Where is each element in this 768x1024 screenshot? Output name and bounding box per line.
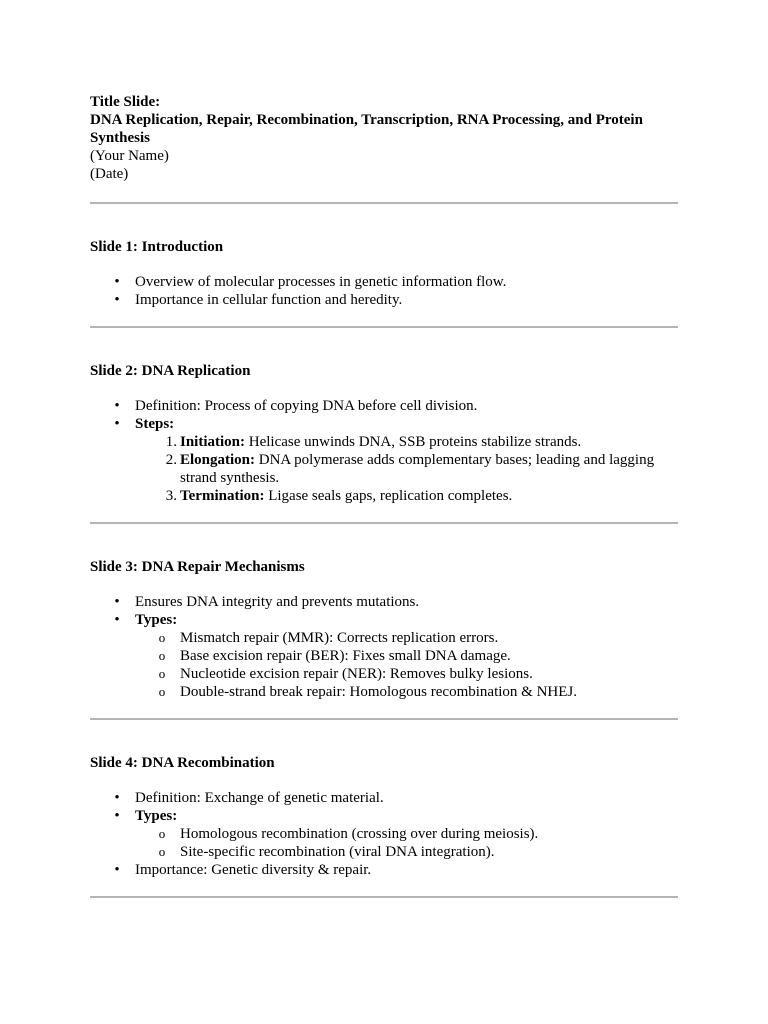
slide-1-title: Slide 1: Introduction	[90, 239, 224, 255]
list-item: o Nucleotide excision repair (NER): Removes bulky lesions.	[158, 666, 533, 682]
steps-list	[135, 433, 678, 505]
sub-bullet-icon: o	[158, 826, 166, 841]
bullet-icon: •	[114, 808, 120, 824]
bullet-icon: •	[114, 612, 120, 628]
slide-2-section	[90, 362, 678, 505]
list-item: • Definition: Process of copying DNA before cell division.	[90, 397, 678, 415]
document-date: (Date)	[90, 166, 129, 182]
divider-2	[90, 326, 678, 328]
bullet-icon: •	[114, 862, 120, 878]
list-item: o Double-strand break repair: Homologous recombination & NHEJ.	[158, 684, 577, 700]
slide-4-section	[90, 754, 678, 879]
slide-3-section	[90, 558, 678, 701]
list-item	[90, 611, 678, 701]
list-item: o Homologous recombination (crossing over during meiosis).	[158, 826, 539, 842]
types-label: Types:	[135, 808, 178, 824]
slide-1-bullets	[90, 273, 678, 309]
slide-2-bullets	[90, 397, 678, 505]
slide-4-title: Slide 4: DNA Recombination	[90, 755, 275, 771]
document-title: DNA Replication, Repair, Recombination, Transcription, RNA Processing, and Protein Synthesis	[90, 112, 643, 146]
step-item: 3. Termination: Ligase seals gaps, replication completes.	[165, 488, 513, 504]
repair-types-list	[135, 629, 678, 701]
slide-2-title: Slide 2: DNA Replication	[90, 363, 251, 379]
list-item: • Overview of molecular processes in genetic information flow.	[90, 273, 678, 291]
divider-3	[90, 522, 678, 524]
list-item: • Ensures DNA integrity and prevents mutations.	[90, 593, 678, 611]
list-item: o Mismatch repair (MMR): Corrects replication errors.	[158, 630, 499, 646]
slide-1-section	[90, 238, 678, 309]
types-label: Types:	[135, 612, 178, 628]
sub-bullet-icon: o	[158, 648, 166, 663]
bullet-icon: •	[114, 790, 120, 806]
step-item: 1. Initiation: Helicase unwinds DNA, SSB proteins stabilize strands.	[165, 434, 582, 450]
sub-bullet-icon: o	[158, 684, 166, 699]
list-item: • Importance: Genetic diversity & repair.	[90, 861, 678, 879]
bullet-icon: •	[114, 398, 120, 414]
bullet-icon: •	[114, 594, 120, 610]
list-item: • Definition: Exchange of genetic material.	[90, 789, 678, 807]
slide-3-title: Slide 3: DNA Repair Mechanisms	[90, 559, 305, 575]
divider-5	[90, 896, 678, 898]
document-content	[90, 93, 678, 898]
list-item	[90, 415, 678, 505]
divider-1	[90, 202, 678, 204]
list-item	[90, 807, 678, 861]
list-item: • Importance in cellular function and heredity.	[90, 291, 678, 309]
sub-bullet-icon: o	[158, 666, 166, 681]
bullet-icon: •	[114, 274, 120, 290]
title-block	[90, 93, 678, 183]
step-item: 2. Elongation: DNA polymerase adds complementary bases; leading and lagging strand synthesis.	[165, 452, 655, 486]
author-name: (Your Name)	[90, 148, 169, 164]
title-label: Title Slide:	[90, 94, 161, 110]
sub-bullet-icon: o	[158, 630, 166, 645]
recombination-types-list	[135, 825, 678, 861]
slide-3-bullets	[90, 593, 678, 701]
list-item: o Base excision repair (BER): Fixes small DNA damage.	[158, 648, 511, 664]
bullet-icon: •	[114, 292, 120, 308]
sub-bullet-icon: o	[158, 844, 166, 859]
bullet-icon: •	[114, 416, 120, 432]
list-item: o Site-specific recombination (viral DNA integration).	[158, 844, 495, 860]
divider-4	[90, 718, 678, 720]
steps-label: Steps:	[135, 416, 175, 432]
slide-4-bullets	[90, 789, 678, 879]
